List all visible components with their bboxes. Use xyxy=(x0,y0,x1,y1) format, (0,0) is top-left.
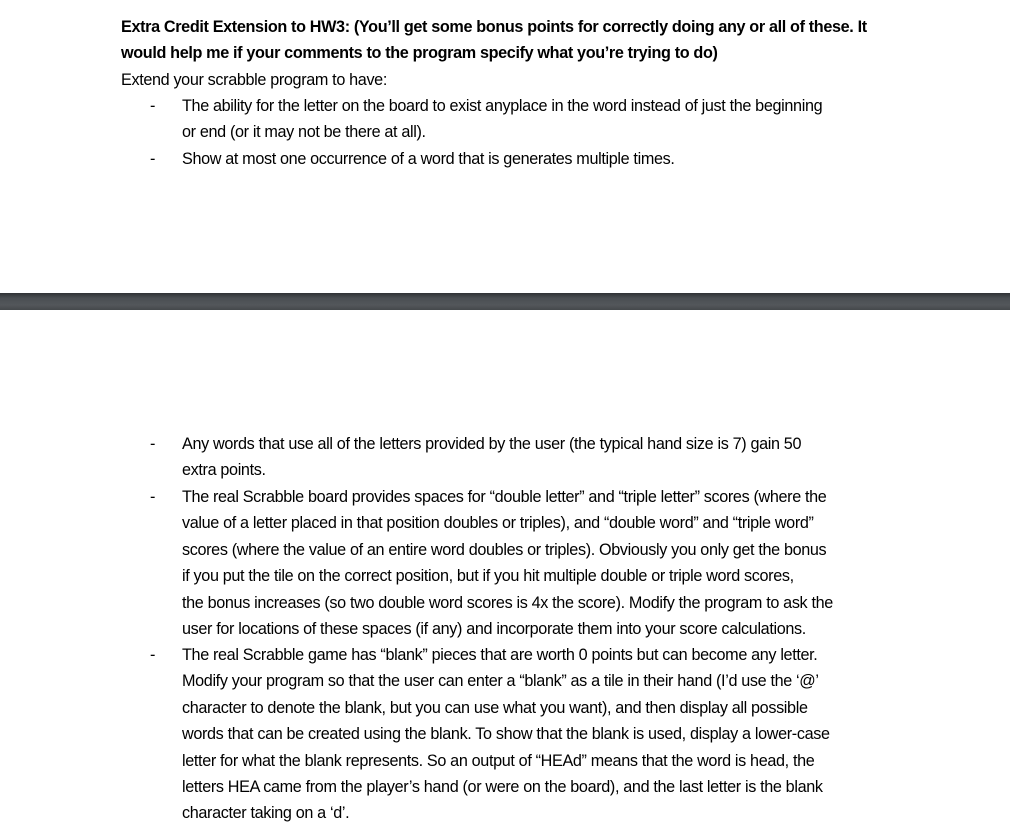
heading-line: would help me if your comments to the program specify what you’re trying to do) xyxy=(121,44,718,63)
bullet-line: value of a letter placed in that position doubles or triples), and “double word” and “triple word” xyxy=(182,514,814,533)
bullet-line: The real Scrabble game has “blank” pieces that are worth 0 points but can become any letter. xyxy=(182,646,818,664)
bullet-dash: - xyxy=(150,150,156,168)
bullet-text xyxy=(182,146,675,172)
document-page-2 xyxy=(0,310,1010,834)
bullet-line: or end (or it may not be there at all). xyxy=(182,123,426,142)
bullet-dash: - xyxy=(150,97,156,115)
bullet-line: user for locations of these spaces (if any) and incorporate them into your score calculations. xyxy=(182,620,806,639)
bullet-line: extra points. xyxy=(182,461,266,480)
document-page-1 xyxy=(0,0,1010,293)
bullet-line: Show at most one occurrence of a word that is generates multiple times. xyxy=(182,150,675,168)
bullet-line: The ability for the letter on the board to exist anyplace in the word instead of just the beginning xyxy=(182,97,823,115)
bullet-line: the bonus increases (so two double word scores is 4x the score). Modify the program to ask the xyxy=(182,593,833,612)
bullet-text xyxy=(182,484,833,642)
bullet-line: Any words that use all of the letters provided by the user (the typical hand size is 7) gain 50 xyxy=(182,435,802,453)
bullet-line: if you put the tile on the correct position, but if you hit multiple double or triple word scores, xyxy=(182,567,794,586)
bullet-dash: - xyxy=(150,488,156,506)
bullet-line: The real Scrabble board provides spaces for “double letter” and “triple letter” scores (where the xyxy=(182,488,827,506)
intro-text: Extend your scrabble program to have: xyxy=(121,71,387,89)
bullet-line: Modify your program so that the user can enter a “blank” as a tile in their hand (I’d use the ‘@’ xyxy=(182,672,819,691)
bullet-line: letter for what the blank represents. So an output of “HEAd” means that the word is head, the xyxy=(182,751,815,770)
bullet-dash: - xyxy=(150,646,156,664)
bullet-text xyxy=(182,642,830,827)
bullet-line: letters HEA came from the player’s hand (or were on the board), and the last letter is the blank xyxy=(182,778,823,797)
bullet-line: scores (where the value of an entire word doubles or triples). Obviously you only get the bonus xyxy=(182,540,827,559)
page-break-divider xyxy=(0,293,1010,310)
bullet-text xyxy=(182,431,801,484)
bullet-line: words that can be created using the blank. To show that the blank is used, display a lower-case xyxy=(182,725,830,744)
extra-credit-heading xyxy=(121,14,867,67)
bullet-line: character taking on a ‘d’. xyxy=(182,804,350,823)
bullet-text xyxy=(182,93,822,146)
bullet-line: character to denote the blank, but you can use what you want), and then display all possible xyxy=(182,698,808,717)
bullet-dash: - xyxy=(150,435,156,453)
heading-line: Extra Credit Extension to HW3: (You’ll get some bonus points for correctly doing any or all of these. It xyxy=(121,18,867,36)
